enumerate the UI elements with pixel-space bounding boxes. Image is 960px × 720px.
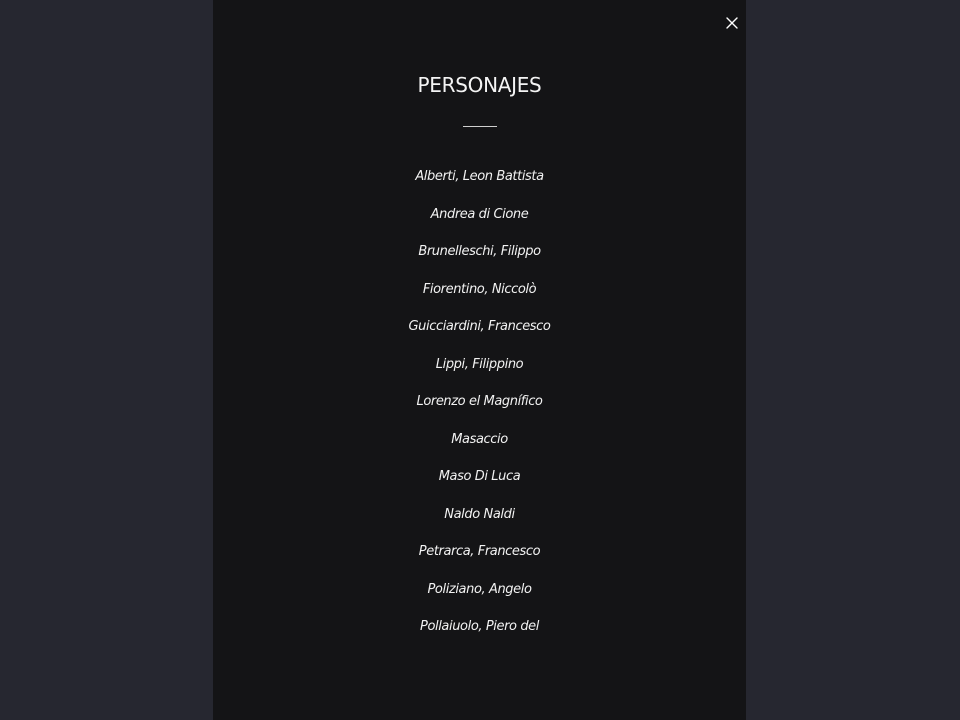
list-item	[213, 461, 746, 499]
character-link[interactable]: Alberti, Leon Battista	[415, 169, 544, 184]
character-link[interactable]: Poliziano, Angelo	[427, 581, 532, 597]
list-item	[213, 574, 746, 612]
character-link[interactable]: Andrea di Cione	[430, 206, 529, 222]
list-item	[213, 161, 746, 199]
list-item	[213, 236, 746, 274]
list-item	[213, 424, 746, 462]
character-link[interactable]: Pollaiuolo, Piero del	[420, 619, 539, 634]
character-link[interactable]: Guicciardini, Francesco	[408, 319, 551, 334]
list-item	[213, 274, 746, 312]
close-button[interactable]	[718, 9, 746, 37]
character-link[interactable]: Naldo Naldi	[444, 506, 515, 522]
character-link[interactable]: Lippi, Filippino	[435, 356, 524, 372]
page-title: PERSONAJES	[417, 73, 542, 97]
character-link[interactable]: Maso Di Luca	[438, 469, 521, 484]
characters-panel	[213, 0, 746, 720]
title-divider	[463, 126, 497, 127]
character-link[interactable]: Fiorentino, Niccolò	[422, 281, 537, 297]
close-icon	[722, 13, 742, 33]
list-item	[213, 349, 746, 387]
list-item	[213, 386, 746, 424]
list-item	[213, 611, 746, 649]
characters-list	[213, 161, 746, 649]
character-link[interactable]: Petrarca, Francesco	[418, 544, 541, 559]
list-item	[213, 199, 746, 237]
character-link[interactable]: Masaccio	[451, 431, 508, 447]
list-item	[213, 499, 746, 537]
character-link[interactable]: Brunelleschi, Filippo	[418, 244, 541, 259]
list-item	[213, 311, 746, 349]
character-link[interactable]: Lorenzo el Magnífico	[416, 394, 543, 409]
list-item	[213, 536, 746, 574]
